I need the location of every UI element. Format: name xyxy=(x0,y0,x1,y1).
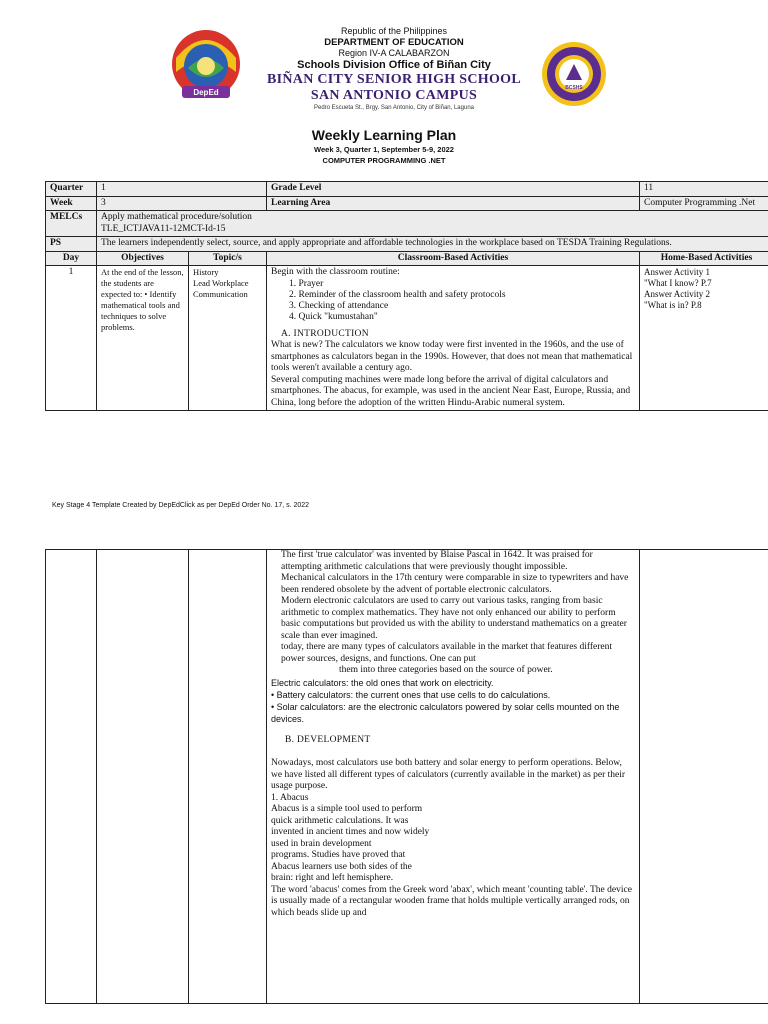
home-activity-2-ref: "What is in? P.8 xyxy=(644,300,702,310)
col-topics: Topic/s xyxy=(189,251,267,266)
continued-row xyxy=(46,550,768,1004)
week-row xyxy=(46,196,768,211)
routine-intro: Begin with the classroom routine: xyxy=(271,267,400,277)
plan-course: COMPUTER PROGRAMMING .NET xyxy=(322,156,446,165)
ps-value: The learners independently select, source, and apply appropriate and affordable technologies in the workplace based on TESDA Training Regulations. xyxy=(97,237,768,252)
grade-level-value: 11 xyxy=(640,182,768,197)
week-label: Week xyxy=(46,196,97,211)
mechanical-paragraph: Mechanical calculators in the 17th century were comparable in size to typewriters and have been rendered obsolete by the advent of portable electronic calculators. xyxy=(281,573,629,595)
learning-plan-table xyxy=(45,181,768,411)
campus-name: SAN ANTONIO CAMPUS xyxy=(310,88,478,103)
plan-title-block xyxy=(0,126,768,166)
objectives-cell-empty xyxy=(97,550,189,1004)
melcs-row xyxy=(46,211,768,237)
learning-area-label: Learning Area xyxy=(267,196,640,211)
region-line: Region IV-A CALABARZON xyxy=(338,48,450,58)
grade-level-label: Grade Level xyxy=(267,182,640,197)
abacus-line: invented in ancient times and now widely xyxy=(271,827,430,837)
school-address: Pedro Escueta St., Brgy. San Antonio, City of Biñan, Laguna xyxy=(314,105,474,111)
col-classroom-activities: Classroom-Based Activities xyxy=(267,251,640,266)
learning-plan-table-continued xyxy=(45,549,768,1004)
abacus-etymology-paragraph: The word 'abacus' comes from the Greek word 'abax', which meant 'counting table'. The device is usually made of a rectangular wooden frame that holds multiple vertically arranged rods, on which beads slide up and xyxy=(271,884,632,918)
home-activities-cell-empty xyxy=(640,550,768,1004)
home-activity-2: Answer Activity 2 xyxy=(644,289,710,299)
letterhead-text xyxy=(250,26,538,113)
topic-workplace-communication: Lead Workplace Communication xyxy=(193,278,249,299)
school-name: BIÑAN CITY SENIOR HIGH SCHOOL xyxy=(266,72,521,87)
day-number: 1 xyxy=(46,266,97,411)
list-item: 2. Reminder of the classroom health and safety protocols xyxy=(289,289,506,300)
list-item: 3. Checking of attendance xyxy=(289,300,389,311)
day-1-row xyxy=(46,266,768,411)
introduction-heading: A. INTRODUCTION xyxy=(281,328,369,339)
routine-list xyxy=(289,279,635,323)
classroom-activities-cell xyxy=(267,266,640,411)
melcs-value xyxy=(97,211,768,237)
melcs-code: TLE_ICTJAVA11-12MCT-Id-15 xyxy=(101,223,226,234)
home-activity-1: Answer Activity 1 xyxy=(644,267,710,277)
classroom-activities-continued xyxy=(267,550,640,1004)
list-item: 4. Quick "kumustahan" xyxy=(289,311,378,322)
abacus-heading: 1. Abacus xyxy=(271,792,309,803)
introduction-paragraph-1: What is new? The calculators we know today were first invented in the 1960s, and the use of smartphones as calculators began in the 1990s. However, that does not mean that mathematical tools weren't available a century ago. xyxy=(271,340,633,373)
melcs-competency: Apply mathematical procedure/solution xyxy=(101,212,252,222)
types-paragraph-end: them into three categories based on the source of power. xyxy=(339,665,553,675)
quarter-label: Quarter xyxy=(46,182,97,197)
abacus-line: Abacus learners use both sides of the xyxy=(271,861,412,872)
home-activities-cell xyxy=(640,266,768,411)
list-item: 1. Prayer xyxy=(289,278,324,289)
melcs-label: MELCs xyxy=(46,211,97,237)
abacus-line: programs. Studies have proved that xyxy=(271,850,406,860)
solar-calculators: • Solar calculators: are the electronic calculators powered by solar cells mounted on the devices. xyxy=(271,701,620,724)
ps-label: PS xyxy=(46,237,97,252)
introduction-paragraph-2: Several computing machines were made long before the arrival of digital calculators and smartphones. The abacus, for example, was used in the ancient Near East, Europe, Russia, and China, long before the adoption of the written Hindu-Arabic numeral system. xyxy=(271,374,631,408)
development-paragraph: Nowadays, most calculators use both battery and solar energy to perform operations. Below, we have listed all different types of calculators (currently available in the market) as per their usage purpose. xyxy=(271,758,626,791)
col-objectives: Objectives xyxy=(97,251,189,266)
pascal-paragraph: The first 'true calculator' was invented by Blaise Pascal in 1642. It was praised for attempting arithmetic calculations that were previously thought impossible. xyxy=(281,550,593,572)
template-footer: Key Stage 4 Template Created by DepEdClick as per DepEd Order No. 17, s. 2022 xyxy=(52,502,310,509)
abacus-line: brain: right and left hemisphere. xyxy=(271,873,394,883)
department-line: DEPARTMENT OF EDUCATION xyxy=(324,37,464,48)
day-cell-empty xyxy=(46,550,97,1004)
division-line: Schools Division Office of Biñan City xyxy=(297,59,491,71)
learning-area-value: Computer Programming .Net xyxy=(640,196,768,211)
plan-title: Weekly Learning Plan xyxy=(311,127,457,143)
column-header-row xyxy=(46,251,768,266)
col-day: Day xyxy=(46,251,97,266)
battery-calculators: • Battery calculators: the current ones that use cells to do calculations. xyxy=(271,689,551,700)
topics-cell xyxy=(189,266,267,411)
topics-cell-empty xyxy=(189,550,267,1004)
plan-week: Week 3, Quarter 1, September 5-9, 2022 xyxy=(314,145,454,154)
abacus-line: used in brain development xyxy=(271,838,372,849)
col-home-activities: Home-Based Activities xyxy=(640,251,768,266)
topic-history: History xyxy=(193,267,219,277)
week-value: 3 xyxy=(97,196,267,211)
abacus-line: Abacus is a simple tool used to perform xyxy=(271,804,423,814)
types-paragraph: today, there are many types of calculators available in the market that features different power sources, designs, and functions. One can put xyxy=(281,642,613,664)
deped-logo-icon xyxy=(168,28,244,104)
svg-text:BCSHS: BCSHS xyxy=(565,85,583,91)
ps-row xyxy=(46,237,768,252)
school-seal-icon xyxy=(540,40,608,108)
modern-paragraph: Modern electronic calculators are used to carry out various tasks, ranging from basic arithmetic to complex mathematics. They have not only enhanced our ability to perform basic computations but provided us with the ability to understand mathematics on a greater scale than ever imagined. xyxy=(281,596,627,641)
republic-line: Republic of the Philippines xyxy=(340,26,448,36)
home-activity-1-ref: "What I know? P.7 xyxy=(644,278,712,288)
quarter-value: 1 xyxy=(97,182,267,197)
electric-calculators: Electric calculators: the old ones that work on electricity. xyxy=(271,677,494,688)
svg-text:DepEd: DepEd xyxy=(193,88,219,97)
abacus-line: quick arithmetic calculations. It was xyxy=(271,815,409,826)
objectives-cell: At the end of the lesson, the students are expected to: • Identify mathematical tools and techniques to solve problems. xyxy=(97,266,189,411)
development-heading: B. DEVELOPMENT xyxy=(285,734,371,745)
letterhead xyxy=(0,20,768,116)
quarter-row xyxy=(46,182,768,197)
